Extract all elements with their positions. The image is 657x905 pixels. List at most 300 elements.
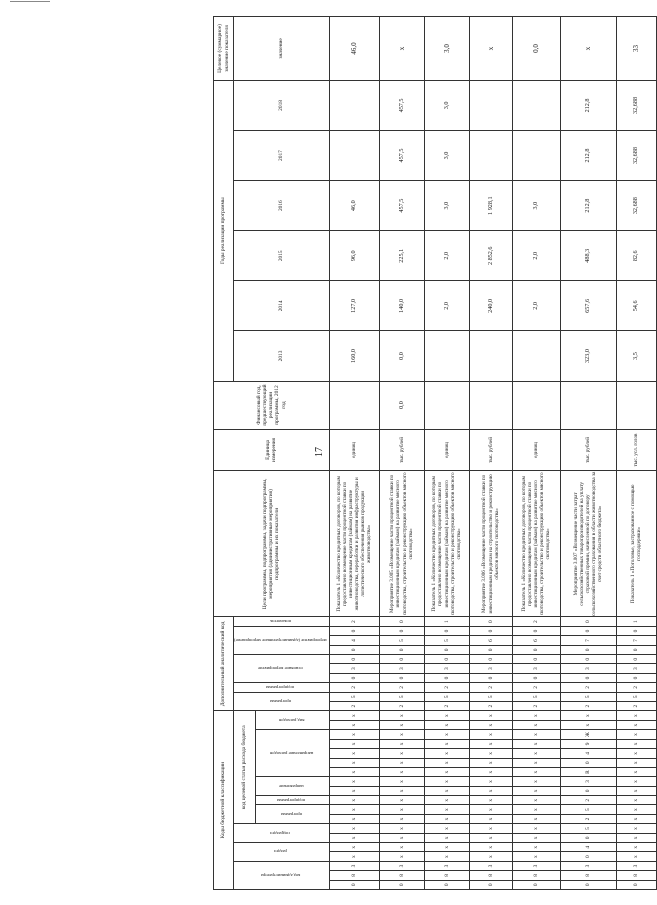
row-description: Мероприятие 3.005 «Возмещение части процентной ставки по инвестиционным кредитам (займам) на развитие мясного скотоводства, строительство и реконструкцию объектов мясного скотоводства»: [379, 471, 424, 617]
budget-code-cell: 0: [560, 852, 616, 861]
additional-code-cell: 0: [512, 626, 560, 635]
row-value-2012: [329, 381, 379, 429]
budget-code-cell: Ж: [560, 730, 616, 739]
additional-code-cell: 3: [469, 664, 512, 673]
budget-code-cell: х: [329, 711, 379, 721]
row-value-2018: 32,688: [616, 80, 656, 130]
add-program-header: программа: [234, 692, 330, 711]
additional-code-cell: 2: [469, 702, 512, 711]
row-unit: единиц: [512, 429, 560, 471]
budget-code-cell: х: [329, 767, 379, 776]
budget-code-cell: 0: [379, 880, 424, 889]
additional-code-cell: 1: [616, 617, 656, 626]
row-unit: тыс. рублей: [469, 429, 512, 471]
additional-code-cell: 0: [329, 655, 379, 664]
row-value-2017: [329, 130, 379, 180]
budget-code-cell: х: [512, 814, 560, 823]
budget-code-cell: х: [616, 805, 656, 814]
row-value-2017: [469, 130, 512, 180]
additional-code-cell: 0: [616, 645, 656, 654]
row-value-2016: 1 928,1: [469, 181, 512, 231]
budget-code-cell: 3: [469, 861, 512, 870]
section-header: раздел: [234, 843, 330, 862]
budget-code-cell: 8: [560, 871, 616, 880]
additional-code-cell: 2: [512, 702, 560, 711]
additional-code-cell: 5: [560, 692, 616, 701]
row-description: Мероприятие 3.006 «Возмещение части процентной ставки по инвестиционным кредитам на строительство и реконструкцию объектов мясного скотоводства»: [469, 471, 512, 617]
target-article-header: код целевой статьи расхода бюджета: [234, 711, 256, 824]
additional-code-cell: 0: [560, 673, 616, 682]
budget-code-cell: 8: [469, 871, 512, 880]
program-header: программа: [256, 805, 330, 824]
budget-code-cell: 3: [424, 861, 469, 870]
additional-code-cell: 3: [329, 664, 379, 673]
budget-code-cell: 0: [512, 880, 560, 889]
budget-code-cell: х: [379, 824, 424, 833]
additional-code-cell: 0: [616, 655, 656, 664]
additional-code-cell: 5: [424, 692, 469, 701]
additional-code-header: Дополнительный аналитический код: [214, 617, 234, 711]
budget-code-cell: 0: [560, 880, 616, 889]
budget-code-cell: х: [512, 796, 560, 805]
budget-code-cell: х: [329, 805, 379, 814]
years-header: Годы реализации программы: [214, 80, 234, 381]
row-target-value: х: [560, 17, 616, 81]
budget-code-cell: х: [512, 833, 560, 842]
budget-code-cell: х: [616, 824, 656, 833]
additional-code-cell: 2: [329, 617, 379, 626]
budget-code-cell: х: [424, 824, 469, 833]
additional-code-cell: 2: [616, 702, 656, 711]
row-value-2015: 488,3: [560, 231, 616, 281]
budget-code-cell: х: [560, 720, 616, 729]
budget-code-cell: х: [616, 749, 656, 758]
budget-code-cell: 8: [329, 871, 379, 880]
direction-header: направление: [256, 777, 330, 796]
fin-year-header: Финансовый год, предшествующий реализации программы, 2012 год: [214, 381, 330, 429]
budget-code-cell: х: [616, 758, 656, 767]
budget-code-cell: х: [329, 730, 379, 739]
budget-code-cell: х: [469, 711, 512, 721]
row-value-2017: 32,688: [616, 130, 656, 180]
additional-code-cell: 3: [616, 664, 656, 673]
row-target-value: 46,0: [329, 17, 379, 81]
budget-code-cell: х: [512, 730, 560, 739]
budget-code-cell: х: [424, 852, 469, 861]
additional-code-cell: 0: [379, 617, 424, 626]
budget-code-cell: х: [424, 796, 469, 805]
table-row: [329, 17, 379, 890]
additional-code-cell: 0: [379, 655, 424, 664]
row-value-2014: 240,0: [469, 281, 512, 331]
budget-code-cell: х: [469, 777, 512, 786]
additional-code-cell: 0: [469, 626, 512, 635]
expense-direction-header: направление расходов: [256, 730, 330, 777]
additional-code-cell: 0: [512, 673, 560, 682]
additional-code-cell: 2: [469, 683, 512, 692]
budget-code-cell: х: [424, 720, 469, 729]
table-row: [560, 17, 616, 890]
top-edge-rule: [10, 1, 50, 2]
additional-code-cell: 0: [560, 655, 616, 664]
row-value-2017: 3,0: [424, 130, 469, 180]
admin-code-header: код администратора: [234, 861, 330, 889]
row-value-2016: 3,0: [512, 181, 560, 231]
row-value-2014: 54,6: [616, 281, 656, 331]
row-value-2018: [329, 80, 379, 130]
budget-code-cell: х: [616, 730, 656, 739]
additional-code-cell: 7: [616, 636, 656, 645]
budget-code-cell: х: [424, 730, 469, 739]
additional-code-cell: 0: [424, 626, 469, 635]
row-value-2018: [512, 80, 560, 130]
budget-code-cell: х: [616, 843, 656, 852]
row-target-value: 33: [616, 17, 656, 81]
budget-code-cell: х: [424, 758, 469, 767]
additional-code-cell: 5: [379, 636, 424, 645]
budget-code-cell: х: [329, 843, 379, 852]
budget-code-cell: 3: [512, 861, 560, 870]
budget-code-cell: х: [329, 786, 379, 795]
budget-codes-header: Коды бюджетной классификации: [214, 711, 234, 890]
row-unit: тыс. рублей: [560, 429, 616, 471]
budget-code-cell: х: [616, 711, 656, 721]
budget-code-cell: 4: [560, 843, 616, 852]
row-value-2012: 0,0: [379, 381, 424, 429]
budget-code-cell: 3: [560, 861, 616, 870]
budget-code-cell: х: [379, 720, 424, 729]
additional-code-cell: 5: [329, 692, 379, 701]
budget-code-cell: х: [379, 805, 424, 814]
budget-code-cell: х: [379, 730, 424, 739]
budget-code-cell: 4: [560, 749, 616, 758]
budget-code-cell: х: [379, 796, 424, 805]
additional-code-cell: 0: [379, 645, 424, 654]
rotated-table-container: [213, 16, 643, 890]
budget-code-cell: х: [469, 824, 512, 833]
additional-code-cell: 6: [469, 636, 512, 645]
budget-code-cell: х: [329, 720, 379, 729]
budget-code-cell: х: [469, 805, 512, 814]
additional-code-cell: 0: [329, 626, 379, 635]
budget-code-cell: х: [512, 720, 560, 729]
budget-code-cell: х: [469, 814, 512, 823]
additional-code-cell: 2: [379, 702, 424, 711]
row-target-value: 3,0: [424, 17, 469, 81]
row-description: Показатель 1 «Количество кредитных договоров, по которым предоставлено возмещение части процентной ставки по инвестиционным кредитам (займам) на развитие мясного скотоводства, строительство и реконструкцию объектов мясного скотоводства»: [424, 471, 469, 617]
budget-code-cell: х: [424, 767, 469, 776]
budget-code-cell: х: [379, 786, 424, 795]
additional-code-cell: 0: [329, 673, 379, 682]
budget-code-cell: х: [379, 852, 424, 861]
add-main-event-header: основное мероприятие: [234, 655, 330, 683]
budget-code-cell: х: [512, 739, 560, 748]
budget-code-cell: 5: [560, 805, 616, 814]
additional-code-cell: 0: [469, 645, 512, 654]
budget-code-cell: х: [469, 758, 512, 767]
budget-code-cell: х: [379, 767, 424, 776]
budget-code-cell: х: [379, 749, 424, 758]
budget-code-cell: 8: [512, 871, 560, 880]
year-2014-header: 2014: [234, 281, 330, 331]
budget-code-cell: х: [424, 805, 469, 814]
additional-code-cell: 0: [469, 655, 512, 664]
budget-code-cell: х: [469, 730, 512, 739]
budget-code-cell: х: [616, 833, 656, 842]
additional-code-cell: 0: [616, 673, 656, 682]
budget-code-cell: х: [469, 833, 512, 842]
budget-code-cell: 2: [560, 814, 616, 823]
row-value-2016: 212,8: [560, 181, 616, 231]
additional-code-cell: 2: [560, 702, 616, 711]
additional-code-cell: 2: [512, 617, 560, 626]
budget-code-cell: х: [424, 786, 469, 795]
row-description: Показатель 1 «Количество кредитных договоров, по которым предоставлено возмещение части процентной ставки по инвестиционным кредитам (займам) на развитие мясного скотоводства, строительство и реконструкцию объектов мясного скотоводства»: [512, 471, 560, 617]
budget-code-cell: х: [424, 833, 469, 842]
budget-code-cell: х: [512, 758, 560, 767]
budget-code-cell: 3: [616, 861, 656, 870]
additional-code-cell: 5: [616, 692, 656, 701]
subsection-header: подраздел: [234, 824, 330, 843]
additional-code-cell: 4: [329, 636, 379, 645]
row-value-2015: 2,0: [424, 231, 469, 281]
budget-code-cell: х: [512, 843, 560, 852]
row-value-2015: 2,0: [512, 231, 560, 281]
budget-code-cell: 0: [560, 758, 616, 767]
budget-code-cell: х: [469, 767, 512, 776]
row-unit: единиц: [329, 429, 379, 471]
budget-code-cell: х: [424, 814, 469, 823]
add-event-header: мероприятие (административное мероприятие): [234, 626, 330, 654]
additional-code-cell: 0: [469, 617, 512, 626]
row-value-2013: 0,0: [379, 331, 424, 381]
additional-code-cell: 1: [424, 617, 469, 626]
row-description: Мероприятие 3.007 «Возмещение части затрат сельскохозяйственных товаропроизводителей на уплату страховой премии, начисленной по договору сельскохозяйственного страхования в области животноводства за счет средств областного бюджета»: [560, 471, 616, 617]
budget-code-cell: х: [469, 786, 512, 795]
additional-code-cell: 3: [424, 664, 469, 673]
budget-code-cell: 3: [560, 777, 616, 786]
additional-code-cell: 7: [560, 636, 616, 645]
budget-code-cell: х: [424, 711, 469, 721]
program-indicators-table: [213, 16, 657, 890]
row-value-2013: 323,0: [560, 331, 616, 381]
budget-code-cell: 3: [329, 861, 379, 870]
year-2013-header: 2013: [234, 331, 330, 381]
table-row: [469, 17, 512, 890]
row-description: Показатель 1 «Поголовье, застрахованное с помощью господдержки»: [616, 471, 656, 617]
row-value-2013: [424, 331, 469, 381]
budget-code-cell: х: [379, 758, 424, 767]
row-unit: единиц: [424, 429, 469, 471]
subprogram-header: подпрограмма: [256, 796, 330, 805]
row-value-2016: 32,688: [616, 181, 656, 231]
year-2018-header: 2018: [234, 80, 330, 130]
budget-code-cell: х: [512, 777, 560, 786]
row-value-2015: 2 852,6: [469, 231, 512, 281]
row-value-2015: 96,0: [329, 231, 379, 281]
year-2017-header: 2017: [234, 130, 330, 180]
row-value-2014: 127,0: [329, 281, 379, 331]
budget-code-cell: 0: [424, 880, 469, 889]
additional-code-cell: 2: [616, 683, 656, 692]
additional-code-cell: 0: [560, 617, 616, 626]
budget-code-cell: х: [469, 796, 512, 805]
budget-code-cell: х: [469, 843, 512, 852]
row-target-value: х: [379, 17, 424, 81]
budget-code-cell: х: [616, 814, 656, 823]
row-value-2018: 3,0: [424, 80, 469, 130]
budget-code-cell: х: [379, 814, 424, 823]
table-row: [379, 17, 424, 890]
budget-code-cell: 5: [560, 824, 616, 833]
additional-code-cell: 5: [424, 636, 469, 645]
additional-code-cell: 2: [379, 683, 424, 692]
row-value-2012: [512, 381, 560, 429]
row-value-2012: [469, 381, 512, 429]
budget-code-cell: х: [560, 711, 616, 721]
budget-code-cell: х: [424, 777, 469, 786]
additional-code-cell: 0: [616, 626, 656, 635]
budget-code-cell: х: [379, 843, 424, 852]
budget-code-cell: х: [512, 852, 560, 861]
budget-code-cell: х: [329, 758, 379, 767]
add-subprogram-header: подпрограмма: [234, 683, 330, 692]
row-value-2018: [469, 80, 512, 130]
row-target-value: 0,0: [512, 17, 560, 81]
budget-code-cell: х: [329, 739, 379, 748]
additional-code-cell: 0: [512, 645, 560, 654]
row-value-2017: [512, 130, 560, 180]
budget-code-cell: 8: [379, 871, 424, 880]
budget-code-cell: х: [329, 777, 379, 786]
additional-code-cell: 2: [329, 702, 379, 711]
budget-code-cell: 8: [616, 871, 656, 880]
additional-code-cell: 2: [560, 683, 616, 692]
row-value-2013: [512, 331, 560, 381]
budget-code-cell: 8: [424, 871, 469, 880]
additional-code-cell: 2: [424, 683, 469, 692]
page-number: 17: [314, 447, 325, 457]
row-value-2013: 3,5: [616, 331, 656, 381]
budget-code-cell: 2: [560, 796, 616, 805]
budget-code-cell: х: [512, 786, 560, 795]
additional-code-cell: 5: [379, 692, 424, 701]
additional-code-cell: 0: [424, 655, 469, 664]
value-header: значение: [234, 17, 330, 81]
additional-code-cell: 0: [379, 673, 424, 682]
additional-code-cell: 0: [329, 645, 379, 654]
budget-code-cell: х: [616, 739, 656, 748]
row-value-2015: 225,1: [379, 231, 424, 281]
budget-code-cell: х: [329, 833, 379, 842]
budget-code-cell: 9: [560, 739, 616, 748]
budget-code-cell: х: [379, 739, 424, 748]
table-row: [616, 17, 656, 890]
additional-code-cell: 0: [469, 673, 512, 682]
budget-code-cell: R: [560, 767, 616, 776]
budget-code-cell: х: [469, 720, 512, 729]
additional-code-cell: 0: [560, 645, 616, 654]
budget-code-cell: х: [616, 796, 656, 805]
row-value-2016: 3,0: [424, 181, 469, 231]
row-value-2013: 160,0: [329, 331, 379, 381]
row-value-2012: [560, 381, 616, 429]
add-indicator-header: показатель: [234, 617, 330, 626]
budget-code-cell: 0: [469, 880, 512, 889]
additional-code-cell: 2: [512, 683, 560, 692]
budget-code-cell: х: [469, 749, 512, 758]
year-2015-header: 2015: [234, 231, 330, 281]
row-unit: тыс. рублей: [379, 429, 424, 471]
budget-code-cell: х: [329, 814, 379, 823]
row-value-2014: 657,6: [560, 281, 616, 331]
row-value-2013: [469, 331, 512, 381]
additional-code-cell: 0: [424, 673, 469, 682]
row-value-2018: 457,5: [379, 80, 424, 130]
budget-code-cell: х: [512, 805, 560, 814]
additional-code-cell: 3: [560, 664, 616, 673]
additional-code-cell: 0: [424, 645, 469, 654]
row-unit: тыс. усл. голов: [616, 429, 656, 471]
budget-code-cell: х: [424, 739, 469, 748]
budget-code-cell: х: [616, 786, 656, 795]
budget-code-cell: 3: [379, 861, 424, 870]
target-header: Целевое (суммарное) значение показателя: [214, 17, 234, 81]
budget-code-cell: х: [329, 852, 379, 861]
additional-code-cell: 0: [512, 655, 560, 664]
budget-code-cell: х: [512, 824, 560, 833]
budget-code-cell: 0: [560, 786, 616, 795]
budget-code-cell: х: [616, 777, 656, 786]
row-value-2016: 457,5: [379, 181, 424, 231]
table-row: [512, 17, 560, 890]
row-value-2017: 457,5: [379, 130, 424, 180]
row-value-2014: 2,0: [424, 281, 469, 331]
row-value-2017: 212,8: [560, 130, 616, 180]
additional-code-cell: 5: [512, 692, 560, 701]
table-row: [424, 17, 469, 890]
additional-code-cell: 2: [329, 683, 379, 692]
additional-code-cell: 6: [512, 636, 560, 645]
row-value-2012: [424, 381, 469, 429]
row-description: Показатель 1 «Количество кредитных договоров, по которым предоставлено возмещение части процентной ставки по инвестиционным кредитам (займам) на развитие животноводства, переработки и развития инфраструктуры и логистического обеспечения рынков продукции животноводства»: [329, 471, 379, 617]
additional-code-cell: 3: [379, 664, 424, 673]
budget-code-cell: х: [469, 739, 512, 748]
budget-code-cell: х: [329, 824, 379, 833]
budget-code-cell: х: [424, 843, 469, 852]
budget-code-cell: х: [469, 852, 512, 861]
budget-code-cell: х: [379, 777, 424, 786]
budget-code-cell: 0: [560, 833, 616, 842]
budget-code-cell: х: [512, 711, 560, 721]
row-value-2015: 82,6: [616, 231, 656, 281]
budget-code-cell: х: [329, 749, 379, 758]
year-2016-header: 2016: [234, 181, 330, 231]
additional-code-cell: 5: [469, 692, 512, 701]
budget-code-cell: х: [424, 749, 469, 758]
budget-code-cell: х: [616, 852, 656, 861]
additional-code-cell: 0: [560, 626, 616, 635]
additional-code-cell: 3: [512, 664, 560, 673]
row-value-2012: [616, 381, 656, 429]
expense-type-header: вид расходов: [256, 711, 330, 730]
additional-code-cell: 2: [424, 702, 469, 711]
row-value-2016: 46,0: [329, 181, 379, 231]
budget-code-cell: 0: [329, 880, 379, 889]
row-target-value: х: [469, 17, 512, 81]
budget-code-cell: х: [512, 767, 560, 776]
budget-code-cell: х: [379, 711, 424, 721]
